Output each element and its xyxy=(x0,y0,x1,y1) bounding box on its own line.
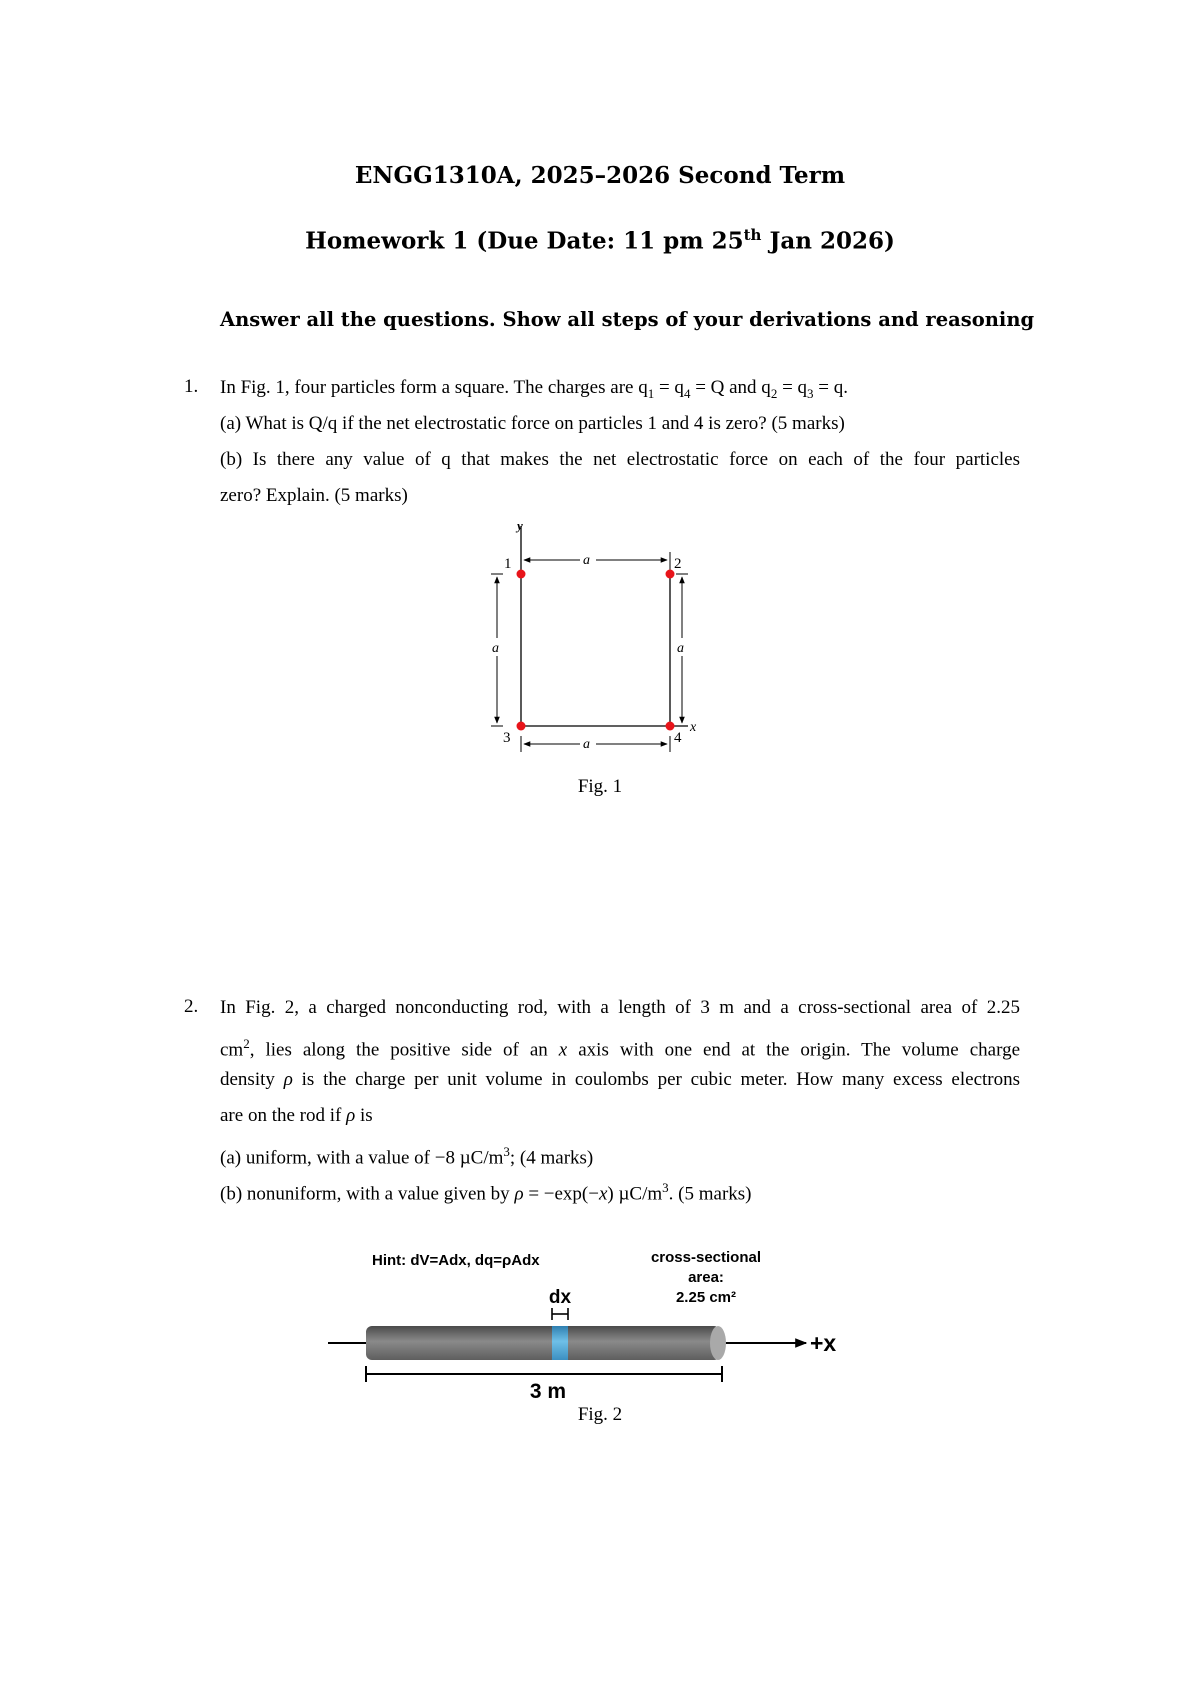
q1-part-a: (a) What is Q/q if the net electrostatic force on particles 1 and 4 is zero? (5 marks) xyxy=(220,413,845,434)
q2-part-b-sup: 3 xyxy=(662,1180,669,1195)
q2-part-a-text: (a) uniform, with a value of −8 µC/m xyxy=(220,1147,504,1169)
q1-intro-d: = q xyxy=(777,377,808,398)
particle-4-label: 4 xyxy=(674,730,682,746)
q2-line3-a: density xyxy=(220,1069,284,1090)
q2-line2-sup: 2 xyxy=(243,1036,250,1051)
q2-part-b-text: (b) nonuniform, with a value given by xyxy=(220,1183,515,1205)
instructions: Answer all the questions. Show all steps of your derivations and reasoning xyxy=(220,308,1035,331)
q1-number: 1. xyxy=(184,376,199,397)
q2-part-b-end: . (5 marks) xyxy=(668,1183,752,1205)
particle-2-label: 2 xyxy=(674,556,682,572)
q1-sub3: 3 xyxy=(807,385,814,401)
course-title: ENGG1310A, 2025–2026 Second Term xyxy=(354,162,846,189)
q2-part-b xyxy=(220,1170,1020,1212)
q2-line4-b: is xyxy=(355,1105,373,1126)
fig2-dx-label: dx xyxy=(548,1287,572,1308)
fig1-right-a: a xyxy=(677,641,684,656)
rod-slice xyxy=(552,1326,568,1360)
q1-intro-e: = q. xyxy=(813,377,848,398)
q2-line2-c: axis with one end at the origin. The volume charge xyxy=(567,1039,1020,1061)
fig2-axis-label: +x xyxy=(810,1330,837,1356)
q2-line4-a: are on the rod if xyxy=(220,1105,347,1126)
particle-3-label: 3 xyxy=(503,730,511,746)
homework-title xyxy=(0,226,1200,255)
q2-part-a-end: ; (4 marks) xyxy=(509,1147,594,1169)
q2-part-b-unit: ) µC/m xyxy=(607,1183,663,1205)
fig2-cs-line3: 2.25 cm² xyxy=(675,1289,737,1306)
figure-2 xyxy=(320,1240,860,1400)
fig1-x-label: x xyxy=(690,720,697,735)
q1-sub4: 4 xyxy=(683,385,691,401)
fig2-hint: Hint: dV=Adx, dq=ρAdx xyxy=(372,1252,540,1269)
q1-sub1: 1 xyxy=(647,385,655,401)
fig1-y-label: y xyxy=(517,518,523,533)
fig1-bottom-a: a xyxy=(583,737,590,752)
fig1-left-a: a xyxy=(492,641,499,656)
q2-line2-x: x xyxy=(558,1039,568,1061)
fig2-length-label: 3 m xyxy=(529,1380,567,1400)
q2-line4 xyxy=(220,1098,1020,1134)
q1-part-b-line1: (b) Is there any value of q that makes the net electrostatic force on each of the four particles xyxy=(220,449,1020,470)
q2-line3 xyxy=(220,1062,1020,1098)
q1-intro-c: = Q and q xyxy=(690,377,771,398)
q2-line3-b: is the charge per unit volume in coulombs per cubic meter. How many excess electrons xyxy=(292,1069,1020,1090)
q2-line1: In Fig. 2, a charged nonconducting rod, with a length of 3 m and a cross-sectional area of 2.25 xyxy=(220,997,1020,1018)
rod-end-cap xyxy=(710,1326,726,1360)
q1-part-b-line2: zero? Explain. (5 marks) xyxy=(220,485,408,506)
q2-line4-rho: ρ xyxy=(346,1105,356,1126)
homework-title-suffix: Jan 2026) xyxy=(761,227,895,255)
fig1-caption: Fig. 1 xyxy=(577,776,623,797)
q2-part-b-rho: ρ xyxy=(514,1183,524,1205)
particle-3 xyxy=(517,722,526,731)
fig2-cs-line1: cross-sectional xyxy=(650,1249,762,1266)
q1-intro-a: In Fig. 1, four particles form a square. The charges are q xyxy=(220,377,648,398)
q2-number: 2. xyxy=(184,996,199,1017)
q1-intro-b: = q xyxy=(654,377,684,398)
figure-1 xyxy=(480,518,740,758)
fig2-cs-line2: area: xyxy=(688,1269,724,1286)
homework-title-sup: th xyxy=(743,226,762,244)
q1-sub2: 2 xyxy=(770,385,778,401)
particle-1 xyxy=(517,570,526,579)
fig2-caption: Fig. 2 xyxy=(577,1404,623,1425)
q2-line2-b: , lies along the positive side of an xyxy=(249,1039,559,1061)
homework-title-prefix: Homework 1 (Due Date: 11 pm 25 xyxy=(305,227,744,255)
q2-part-a-sup: 3 xyxy=(503,1144,510,1159)
q2-line2-a: cm xyxy=(220,1039,244,1061)
particle-1-label: 1 xyxy=(504,556,512,572)
rod xyxy=(366,1326,720,1360)
fig1-top-a: a xyxy=(583,553,590,568)
q2-part-b-eq: = −exp(− xyxy=(523,1183,599,1205)
q2-line3-rho: ρ xyxy=(283,1069,293,1090)
q2-part-b-x: x xyxy=(598,1183,608,1205)
